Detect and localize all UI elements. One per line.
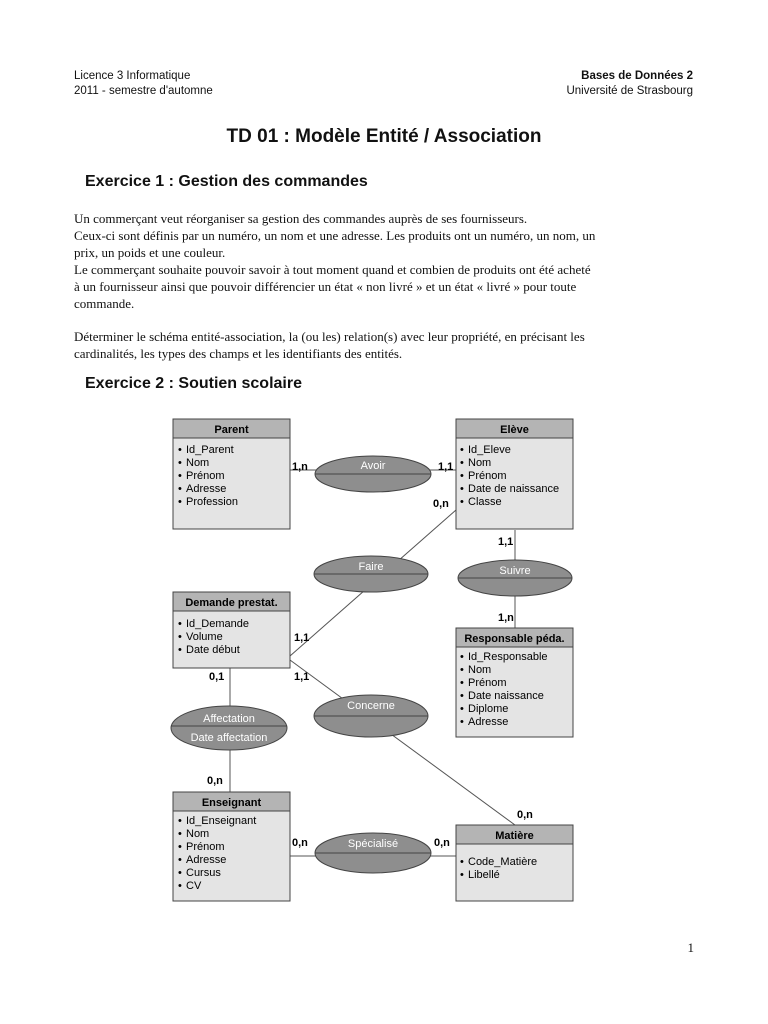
attribute: Nom (468, 664, 492, 676)
attribute: Id_Eleve (468, 444, 511, 456)
attribute: Classe (468, 496, 502, 508)
attribute: Adresse (186, 854, 227, 866)
bullet: • (178, 644, 182, 656)
relation-name: Avoir (360, 460, 386, 472)
relation-suivre (458, 560, 572, 596)
attribute: Prénom (186, 841, 225, 853)
attribute: Date de naissance (468, 483, 560, 495)
bullet: • (460, 677, 464, 689)
bullet: • (460, 703, 464, 715)
relation-affectation (171, 706, 287, 750)
cardinality-demande-affectation: 0,1 (209, 671, 225, 683)
bullet: • (460, 496, 464, 508)
bullet: • (460, 444, 464, 456)
attribute: Nom (468, 457, 492, 469)
relation-faire (314, 556, 428, 592)
relation-name: Suivre (499, 565, 531, 577)
bullet: • (178, 815, 182, 827)
relation-name: Faire (358, 561, 384, 573)
attribute: Id_Parent (186, 444, 234, 456)
relation-specialise (315, 833, 431, 873)
attribute: Adresse (468, 716, 509, 728)
exercise2-heading: Exercice 2 : Soutien scolaire (85, 375, 302, 392)
attribute: Prénom (468, 677, 507, 689)
relation-name: Affectation (203, 713, 255, 725)
text-line: Déterminer le schéma entité-association, la (ou les) relation(s) avec leur propriété, en précisant les (74, 329, 585, 344)
entity-matiere (456, 825, 573, 901)
attribute: Date début (186, 644, 240, 656)
entity-name: Responsable péda. (464, 633, 565, 645)
cardinality-eleve-faire: 0,n (433, 498, 449, 510)
attribute: Prénom (468, 470, 507, 482)
text-line: Le commerçant souhaite pouvoir savoir à tout moment quand et combien de produits ont été acheté (74, 262, 591, 277)
bullet: • (178, 618, 182, 630)
attribute: Profession (186, 496, 238, 508)
relation-name: Concerne (347, 700, 395, 712)
relation-concerne (314, 695, 428, 737)
university-label: Université de Strasbourg (566, 85, 693, 97)
bullet: • (460, 690, 464, 702)
bullet: • (460, 664, 464, 676)
cardinality-enseignant-affectation: 0,n (207, 775, 223, 787)
bullet: • (460, 856, 464, 868)
bullet: • (178, 457, 182, 469)
attribute: CV (186, 880, 202, 892)
bullet: • (460, 869, 464, 881)
attribute: Id_Demande (186, 618, 249, 630)
entity-enseignant (173, 792, 290, 901)
attribute: Adresse (186, 483, 227, 495)
relation-name: Spécialisé (347, 838, 399, 850)
text-line: cardinalités, les types des champs et les identifiants des entités. (74, 346, 403, 361)
cardinality-resp-suivre: 1,n (498, 612, 514, 624)
semester-label: 2011 - semestre d'automne (74, 85, 213, 97)
bullet: • (178, 828, 182, 840)
text-line: Un commerçant veut réorganiser sa gestion des commandes auprès de ses fournisseurs. (74, 211, 528, 226)
bullet: • (178, 444, 182, 456)
cardinality-eleve-suivre: 1,1 (498, 536, 514, 548)
bullet: • (178, 841, 182, 853)
bullet: • (178, 880, 182, 892)
subject-label: Bases de Données 2 (581, 70, 693, 82)
course-label: Licence 3 Informatique (74, 70, 191, 82)
cardinality-eleve-avoir: 1,1 (438, 461, 454, 473)
entity-eleve (456, 419, 573, 529)
text-line: Ceux-ci sont définis par un numéro, un nom et une adresse. Les produits ont un numéro, un nom, un (74, 228, 596, 243)
relation-attribute: Date affectation (190, 732, 268, 744)
bullet: • (178, 854, 182, 866)
entity-demande (173, 592, 290, 668)
bullet: • (178, 470, 182, 482)
attribute: Prénom (186, 470, 225, 482)
cardinality-enseignant-specialise: 0,n (292, 837, 308, 849)
bullet: • (178, 867, 182, 879)
entity-parent (173, 419, 290, 529)
entity-name: Elève (500, 424, 529, 436)
page-title: TD 01 : Modèle Entité / Association (226, 126, 542, 147)
bullet: • (178, 631, 182, 643)
text-line: à un fournisseur ainsi que pouvoir différencier un état « non livré » et un état « livré » pour toute (74, 279, 577, 294)
text-line: commande. (74, 296, 135, 311)
attribute: Libellé (468, 869, 500, 881)
exercise1-heading: Exercice 1 : Gestion des commandes (85, 173, 368, 190)
bullet: • (460, 457, 464, 469)
attribute: Volume (186, 631, 223, 643)
cardinality-matiere-concerne: 0,n (517, 809, 533, 821)
bullet: • (460, 470, 464, 482)
attribute: Cursus (186, 867, 221, 879)
text-line: prix, un poids et une couleur. (74, 245, 226, 260)
attribute: Diplome (468, 703, 509, 715)
entity-name: Enseignant (201, 797, 262, 809)
entity-responsable (456, 628, 573, 737)
cardinality-demande-concerne: 1,1 (294, 671, 310, 683)
bullet: • (178, 496, 182, 508)
bullet: • (178, 483, 182, 495)
entity-name: Matière (495, 830, 534, 842)
entity-name: Parent (214, 424, 249, 436)
cardinality-parent-avoir: 1,n (292, 461, 308, 473)
attribute: Date naissance (468, 690, 544, 702)
bullet: • (460, 716, 464, 728)
cardinality-matiere-specialise: 0,n (434, 837, 450, 849)
entity-name: Demande prestat. (185, 597, 278, 609)
relation-avoir (315, 456, 431, 492)
attribute: Code_Matière (468, 856, 538, 868)
bullet: • (460, 651, 464, 663)
attribute: Nom (186, 828, 210, 840)
attribute: Nom (186, 457, 210, 469)
attribute: Id_Responsable (468, 651, 548, 663)
bullet: • (460, 483, 464, 495)
attribute: Id_Enseignant (186, 815, 257, 827)
cardinality-demande-faire: 1,1 (294, 632, 310, 644)
page-number: 1 (687, 940, 694, 955)
